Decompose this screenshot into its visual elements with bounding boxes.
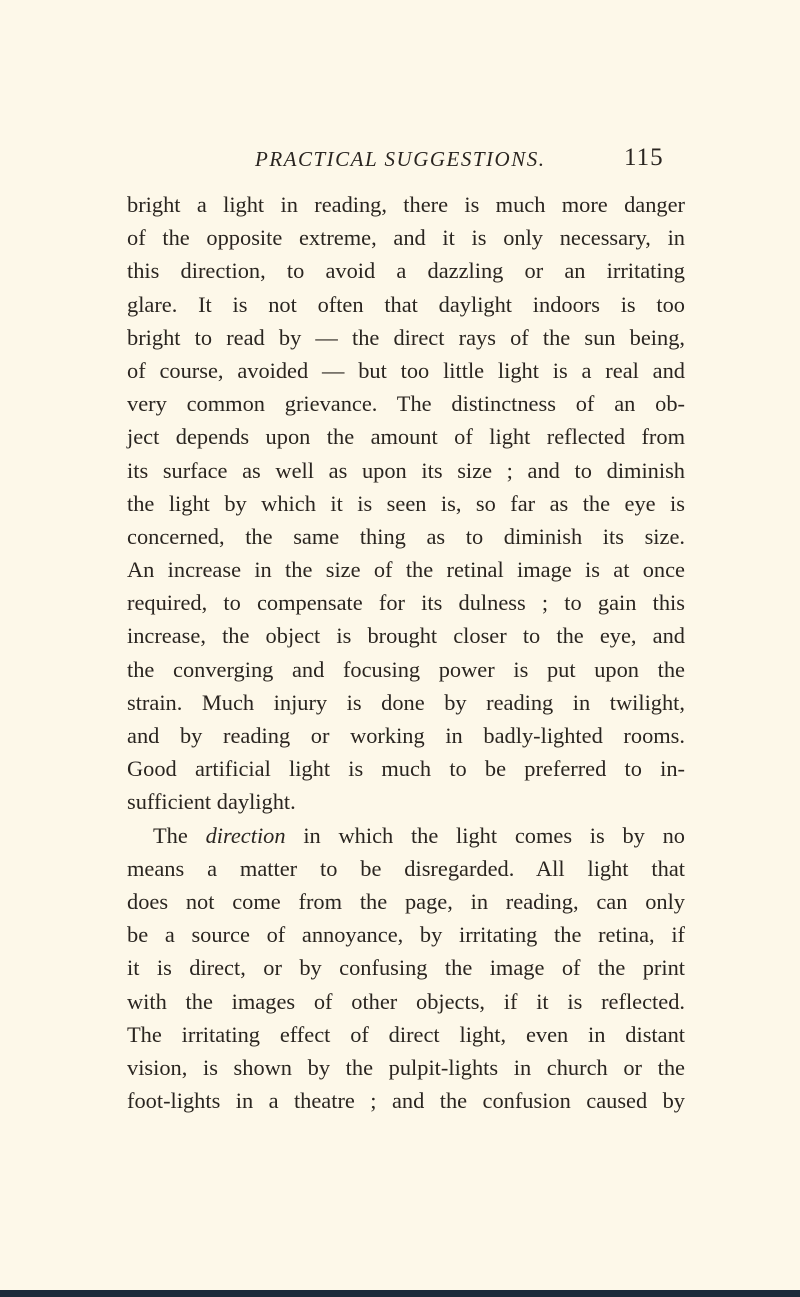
text-line: does not come from the page, in reading, can only [127, 888, 685, 914]
emphasized-word: direction [205, 822, 286, 848]
text-line: Good artificial light is much to be preferred to in- [127, 756, 685, 782]
text-line: be a source of annoyance, by irritating the retina, if [127, 922, 685, 948]
text-line: this direction, to avoid a dazzling or an irritating [127, 258, 685, 284]
page-number: 115 [624, 144, 664, 171]
text-line: it is direct, or by confusing the image of the print [127, 955, 685, 981]
body-text [127, 188, 685, 1117]
text-line: concerned, the same thing as to diminish its size. [127, 523, 685, 549]
text-line: bright to read by — the direct rays of the sun being, [127, 324, 685, 350]
text-line: very common grievance. The distinctness of an ob- [127, 391, 685, 417]
text-line: bright a light in reading, there is much more danger [127, 192, 685, 217]
text-line: and by reading or working in badly-lighted rooms. [127, 723, 685, 748]
text-line: vision, is shown by the pulpit-lights in church or the [127, 1054, 685, 1080]
text-line: of the opposite extreme, and it is only necessary, in [127, 225, 685, 251]
text-line: The irritating effect of direct light, even in distant [127, 1021, 685, 1047]
text-line: its surface as well as upon its size ; and to diminish [127, 457, 685, 483]
text-line: sufficient daylight. [127, 789, 296, 815]
text-line: foot-lights in a theatre ; and the confusion caused by [127, 1088, 685, 1114]
text-line: means a matter to be disregarded. All light that [127, 855, 685, 881]
text-line: glare. It is not often that daylight indoors is too [127, 291, 685, 317]
running-head-title: PRACTICAL SUGGESTIONS. [255, 147, 546, 171]
text-span: The [153, 822, 206, 848]
text-line: the light by which it is seen is, so far as the eye is [127, 490, 685, 516]
text-line: An increase in the size of the retinal image is at once [127, 557, 685, 583]
text-line: increase, the object is brought closer to the eye, and [127, 623, 685, 649]
text-line: strain. Much injury is done by reading in twilight, [127, 689, 685, 715]
paragraph-first-line [127, 819, 685, 852]
text-line: of course, avoided — but too little light is a real and [127, 357, 685, 383]
text-line: required, to compensate for its dulness ; to gain this [127, 590, 685, 616]
page-bottom-edge [0, 1290, 800, 1297]
text-span: in which the light comes is by no [285, 822, 685, 848]
text-line: with the images of other objects, if it is reflected. [127, 988, 685, 1014]
text-line: ject depends upon the amount of light reflected from [127, 424, 685, 450]
running-head [0, 144, 800, 179]
text-line: the converging and focusing power is put upon the [127, 656, 685, 682]
